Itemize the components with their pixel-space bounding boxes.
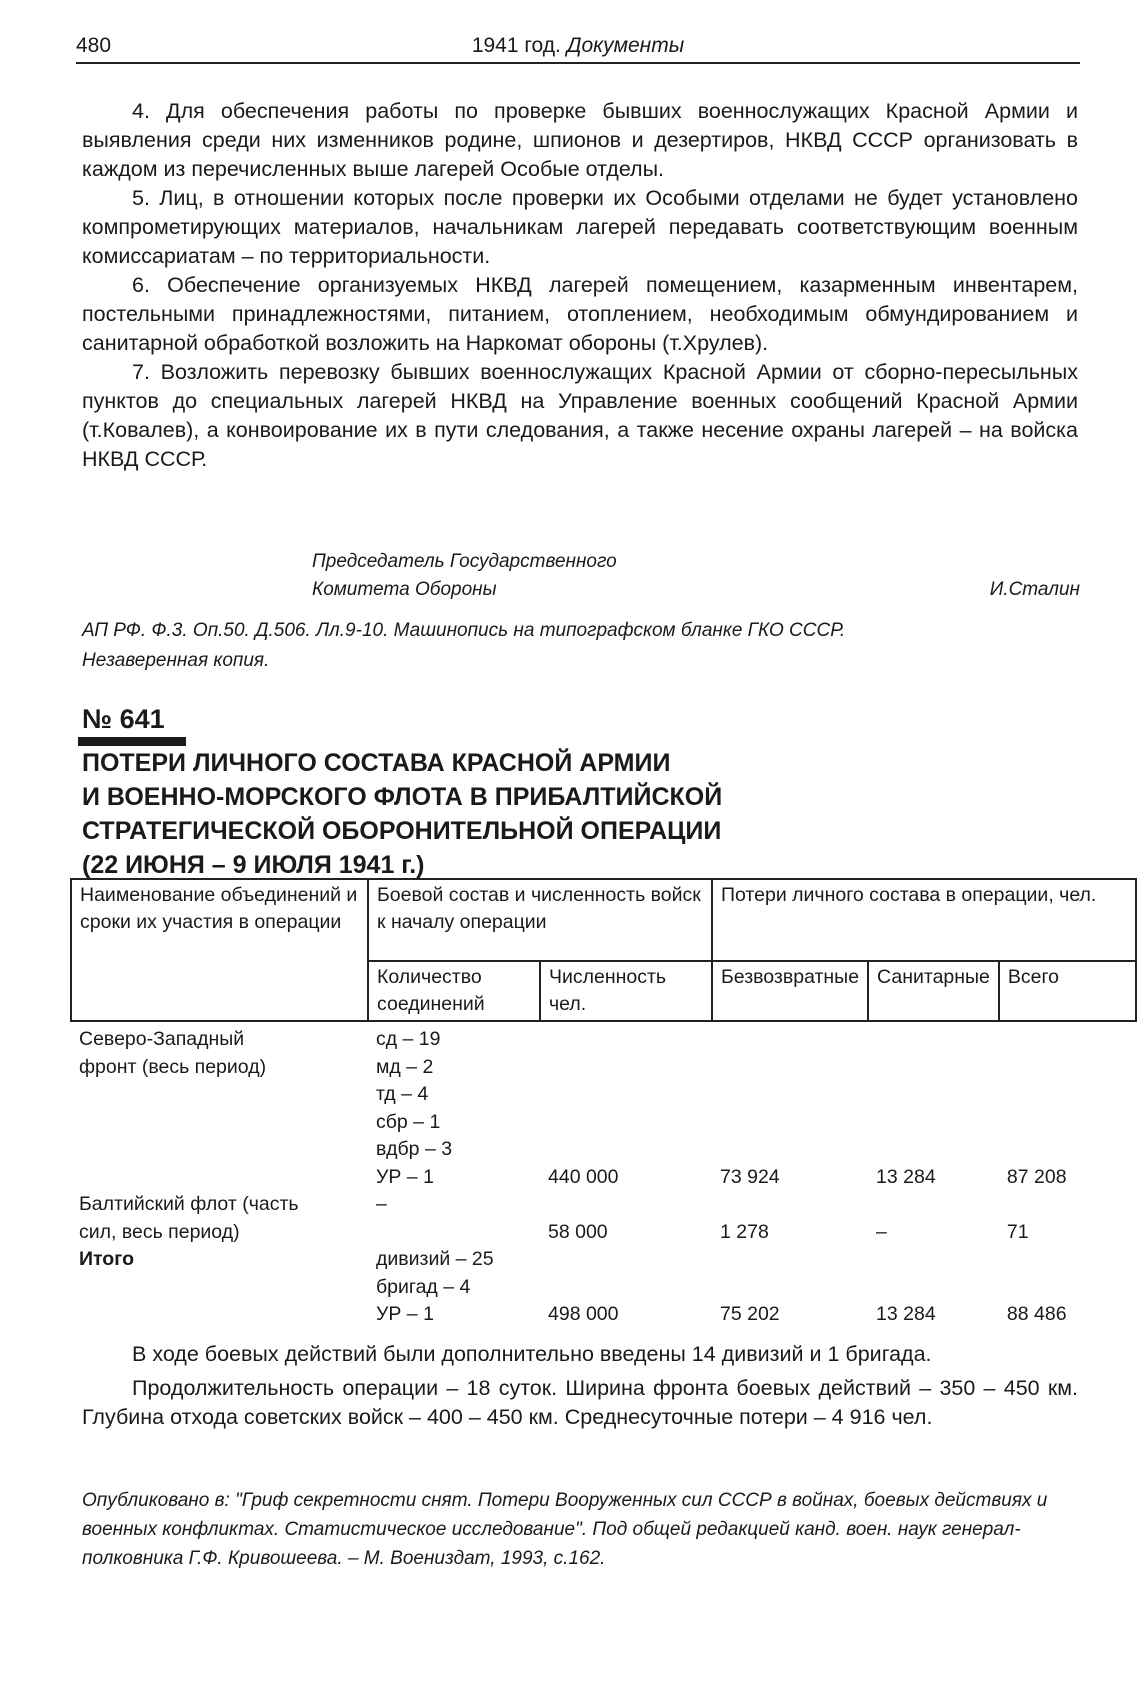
header-sanitary: Санитарные: [868, 961, 999, 1021]
row-name: Северо-Западный: [79, 1028, 245, 1050]
title-line-2: И ВОЕННО-МОРСКОГО ФЛОТА В ПРИБАЛТИЙСКОЙ: [82, 783, 723, 811]
archive-reference: [82, 616, 1082, 676]
signature-name: И.Сталин: [989, 579, 1080, 600]
signature-title-line2: Комитета Обороны: [312, 579, 497, 600]
unit-count: УР – 1: [376, 1303, 434, 1325]
header-strength: Численность чел.: [540, 961, 712, 1021]
unit-count: вдбр – 3: [376, 1138, 453, 1160]
running-head-title: [76, 34, 1080, 58]
header-irrecoverable: Безвозвратные: [712, 961, 868, 1021]
header-formation: Наименование объединений и сроки их участия в операции: [71, 879, 368, 1021]
row-name: сил, весь период): [79, 1220, 240, 1243]
document-number: № 641: [82, 704, 165, 734]
unit-count: –: [376, 1193, 387, 1215]
page-number: 480: [76, 34, 112, 57]
signature-block: [312, 548, 1080, 604]
sanitary-value: 13 284: [876, 1303, 936, 1325]
irrecoverable-value: 1 278: [720, 1220, 769, 1243]
row-name: Балтийский флот (часть: [79, 1193, 299, 1215]
unit-count: УР – 1: [376, 1165, 434, 1188]
total-value: 71: [1006, 1220, 1029, 1243]
row-name-total: Итого: [79, 1248, 134, 1270]
running-head-section: Документы: [566, 34, 685, 57]
unit-count: сбр – 1: [376, 1110, 441, 1133]
header-group-strength: Боевой состав и численность войск к началу операции: [368, 879, 712, 961]
header-group-losses: Потери личного состава в операции, чел.: [712, 879, 1136, 961]
publication-note: Опубликовано в: "Гриф секретности снят. Потери Вооруженных сил СССР в войнах, боевых действиях и военных конфликтах. Статистическое исследование". Под общей редакцией канд. воен. наук генерал-полковника Г.Ф. Кривошеева. – М. Воениздат, 1993, с.162.: [82, 1490, 1048, 1569]
archive-line1: АП РФ. Ф.3. Оп.50. Д.506. Лл.9-10. Машинопись на типографском бланке ГКО СССР.: [82, 620, 846, 641]
paragraph-6: 6. Обеспечение организуемых НКВД лагерей помещением, казарменным инвентарем, постельными принадлежностями, питанием, отоплением, необходимым обмундированием и санитарной обработкой возложить на Наркомат обороны (т.Хрулев).: [82, 273, 1078, 355]
unit-count: дивизий – 25: [376, 1248, 494, 1270]
paragraph-additional-units: В ходе боевых действий были дополнительно введены 14 дивизий и 1 бригада.: [132, 1342, 932, 1366]
total-value: 87 208: [1006, 1165, 1067, 1188]
document-number-bar: [78, 737, 186, 746]
unit-count: тд – 4: [376, 1083, 429, 1105]
paragraph-5: 5. Лиц, в отношении которых после проверки их Особыми отделами не будет установлено компрометирующих материалов, начальникам лагерей передавать соответствующим военным комиссариатам – по территориальности.: [82, 186, 1078, 268]
paragraph-operation-duration: Продолжительность операции – 18 суток. Ширина фронта боевых действий – 350 – 450 км. Глубина отхода советских войск – 400 – 450 км. Среднесуточные потери – 4 916 чел.: [82, 1376, 1078, 1429]
unit-count: сд – 19: [376, 1028, 441, 1050]
table-row: [71, 1021, 1136, 1191]
running-head: [76, 34, 1080, 64]
title-line-3: СТРАТЕГИЧЕСКОЙ ОБОРОНИТЕЛЬНОЙ ОПЕРАЦИИ: [82, 817, 722, 845]
strength-value: 58 000: [548, 1220, 608, 1243]
header-rule: [76, 62, 1080, 64]
row-name: фронт (весь период): [79, 1055, 267, 1078]
unit-count: мд – 2: [376, 1055, 434, 1078]
irrecoverable-value: 75 202: [720, 1303, 780, 1325]
paragraph-4: 4. Для обеспечения работы по проверке бывших военнослужащих Красной Армии и выявления среди них изменников родине, шпионов и дезертиров, НКВД СССР организовать в каждом из перечисленных выше лагерей Особые отделы.: [82, 99, 1078, 181]
sanitary-value: –: [876, 1220, 887, 1243]
table-row: [71, 1191, 1136, 1246]
header-units-count: Количество соединений: [368, 961, 540, 1021]
losses-table: [70, 878, 1137, 1329]
running-head-year: 1941 год.: [471, 34, 561, 57]
strength-value: 498 000: [548, 1303, 619, 1325]
archive-line2: Незаверенная копия.: [82, 650, 270, 671]
signature-title-line1: Председатель Государственного: [312, 551, 617, 572]
header-total: Всего: [999, 961, 1136, 1021]
document-title: [82, 746, 982, 882]
unit-count: бригад – 4: [376, 1275, 471, 1298]
title-line-4: (22 ИЮНЯ – 9 ИЮЛЯ 1941 г.): [82, 851, 425, 879]
irrecoverable-value: 73 924: [720, 1165, 780, 1188]
total-value: 88 486: [1006, 1303, 1067, 1325]
post-table-text: [82, 1340, 1078, 1437]
table-row-total: [71, 1246, 1136, 1329]
paragraph-7: 7. Возложить перевозку бывших военнослужащих Красной Армии от сборно-пересыльных пунктов до специальных лагерей НКВД на Управление военных сообщений Красной Армии (т.Ковалев), а конвоирование их в пути следования, а также несение охраны лагерей – на войска НКВД СССР.: [82, 360, 1078, 471]
title-line-1: ПОТЕРИ ЛИЧНОГО СОСТАВА КРАСНОЙ АРМИИ: [82, 749, 671, 777]
order-paragraphs: [82, 97, 1078, 474]
sanitary-value: 13 284: [876, 1165, 936, 1188]
strength-value: 440 000: [548, 1165, 619, 1188]
